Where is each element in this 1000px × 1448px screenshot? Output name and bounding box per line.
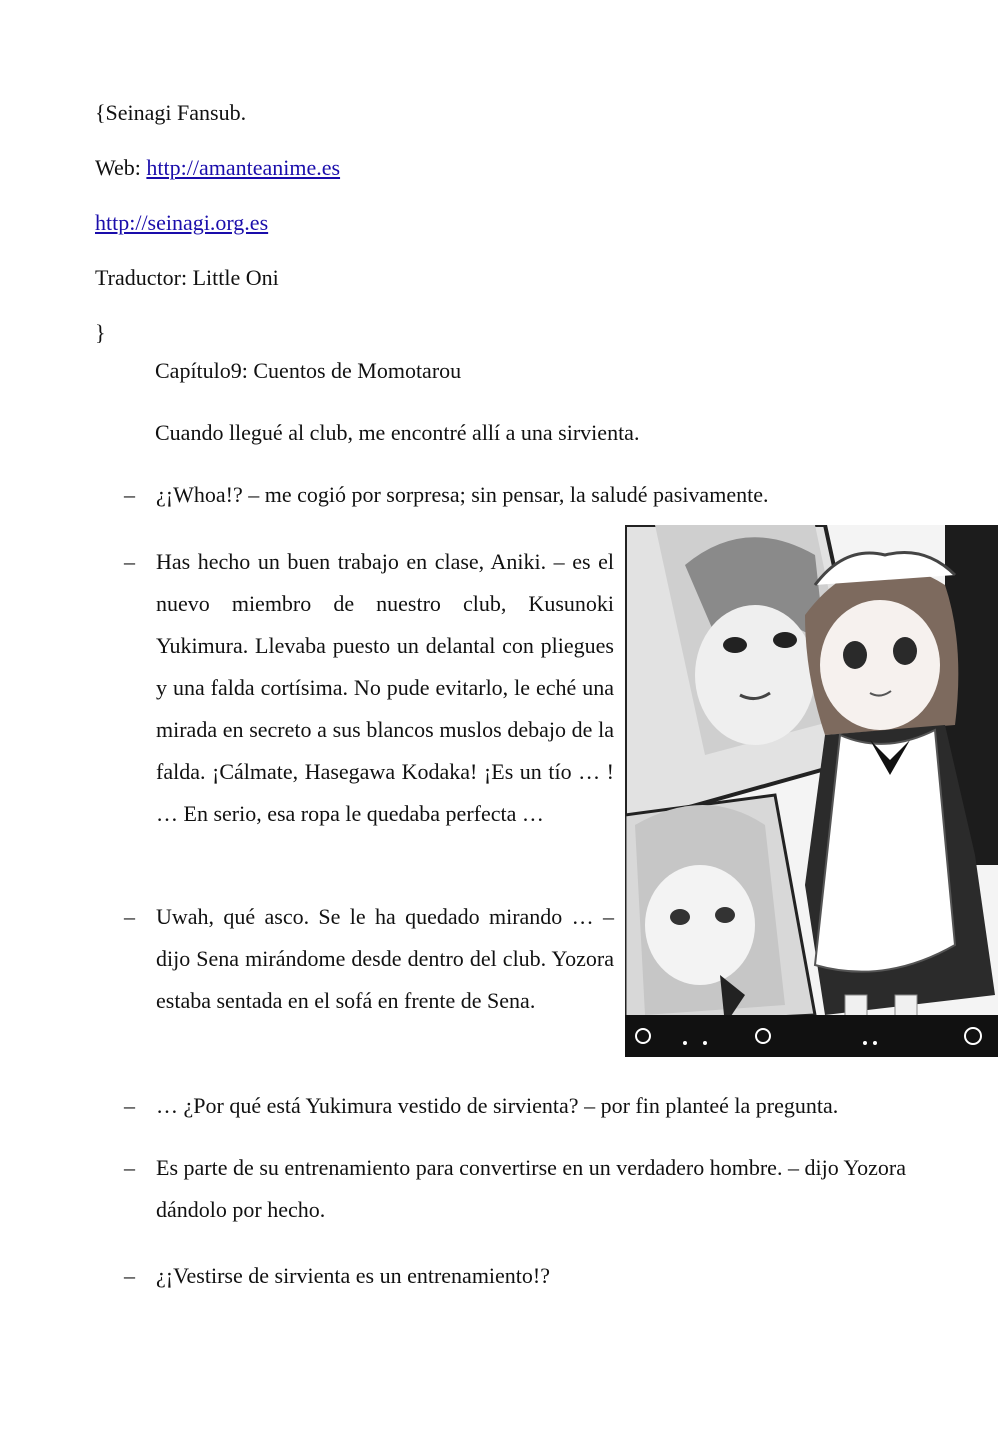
dialogue-dash: – — [124, 482, 135, 507]
header-link-line — [95, 210, 268, 236]
dialogue-line: Es parte de su entrenamiento para convertirse en un verdadero hombre. – dijo Yozora dándolo por hecho. — [156, 1155, 906, 1222]
dialogue-line: ¿¡Vestirse de sirvienta es un entrenamiento!? — [156, 1263, 551, 1288]
dialogue-dash: – — [124, 1093, 135, 1118]
close-brace: } — [95, 320, 106, 345]
seinagi-link[interactable]: http://seinagi.org.es — [95, 210, 269, 235]
intro-paragraph: Cuando llegué al club, me encontré allí a una sirvienta. — [155, 420, 640, 445]
dialogue-dash: – — [124, 904, 135, 929]
dialogue-dash: – — [124, 1263, 135, 1288]
header-web-line — [95, 155, 340, 181]
header-line-fansub: {Seinagi Fansub. — [95, 100, 247, 125]
dialogue-line: Has hecho un buen trabajo en clase, Aniki. – es el nuevo miembro de nuestro club, Kusunoki Yukimura. Llevaba puesto un delantal con pliegues y una falda cortísima. No pude evitarlo, le eché una mirada en secreto a sus blancos muslos debajo de la falda. ¡Cálmate, Hasegawa Kodaka! ¡Es un tío … ! … En serio, esa ropa le quedaba perfecta … — [156, 549, 614, 826]
dialogue-line: … ¿Por qué está Yukimura vestido de sirvienta? – por fin planteé la pregunta. — [156, 1093, 839, 1118]
chapter-title: Capítulo9: Cuentos de Momotarou — [155, 358, 462, 383]
amanteanime-link[interactable]: http://amanteanime.es — [146, 155, 341, 180]
dialogue-dash: – — [124, 549, 135, 574]
dialogue-dash: – — [124, 1155, 135, 1180]
dialogue-line: Uwah, qué asco. Se le ha quedado mirando … – dijo Sena mirándome desde dentro del club. Yozora estaba sentada en el sofá en frente de Sena. — [156, 904, 614, 1013]
manga-illustration — [625, 525, 998, 1057]
translator-line: Traductor: Little Oni — [95, 265, 279, 290]
dialogue-line: ¿¡Whoa!? – me cogió por sorpresa; sin pensar, la saludé pasivamente. — [156, 482, 769, 507]
web-label: Web: — [95, 155, 147, 180]
